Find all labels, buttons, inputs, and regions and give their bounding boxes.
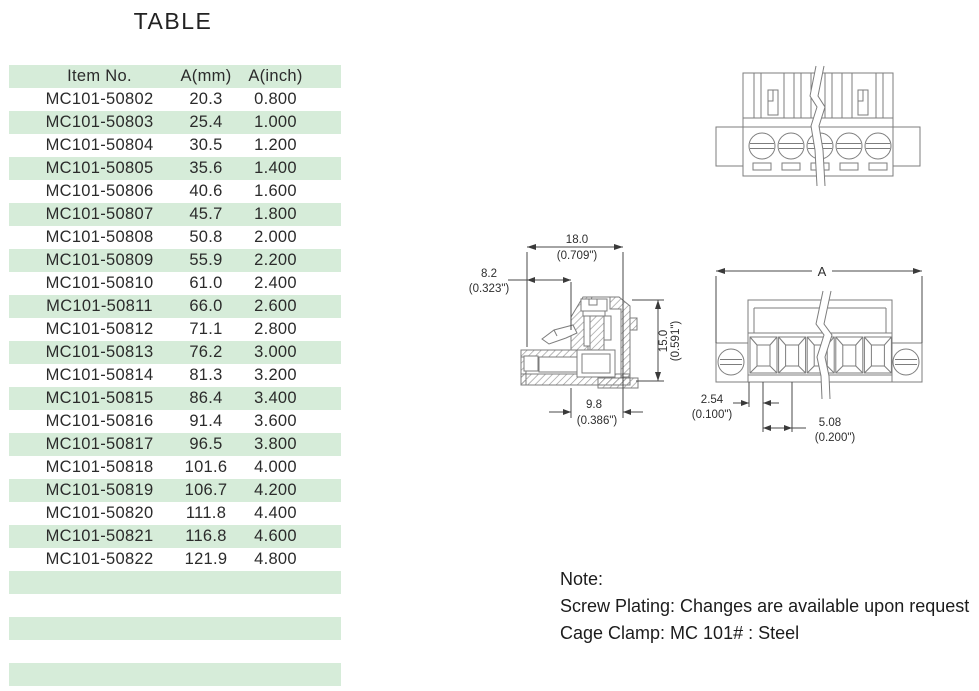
dim-width-9-8 — [549, 388, 643, 427]
table-cell: 2.000 — [254, 228, 297, 246]
dim-pitch-5-08 — [763, 382, 855, 444]
dim-half-pitch-2-54 — [692, 382, 779, 432]
drawings-canvas — [440, 40, 979, 471]
table-cell: 4.200 — [254, 481, 297, 499]
table-cell — [240, 617, 341, 640]
table-cell: 2.600 — [254, 297, 297, 315]
table-cell: MC101-50817 — [45, 435, 154, 453]
table-cell: 0.800 — [254, 90, 297, 108]
cage-right — [604, 316, 611, 340]
dim-9-8-inch: (0.386") — [576, 415, 618, 427]
column-header-a-inch: A(inch) — [248, 67, 303, 85]
table-cell: 1.600 — [254, 182, 297, 200]
note-heading: Note: — [560, 569, 604, 589]
table-cell: 116.8 — [185, 527, 227, 545]
table-row — [9, 548, 341, 571]
dim-18-mm: 18.0 — [565, 234, 589, 246]
table-row — [9, 180, 341, 203]
table-cell: MC101-50802 — [45, 90, 154, 108]
table-row — [9, 203, 341, 226]
table-header-row — [9, 65, 341, 88]
housing-lug — [630, 318, 637, 330]
table-cell: 1.400 — [254, 159, 297, 177]
dim-9-8-mm: 9.8 — [586, 399, 602, 411]
table-cell — [9, 617, 172, 640]
table-cell: 20.3 — [189, 90, 223, 108]
table-cell: 2.200 — [254, 251, 297, 269]
technical-drawings — [440, 40, 979, 476]
table-cell: 101.6 — [184, 458, 228, 476]
table-cell: 50.8 — [189, 228, 223, 246]
table-cell — [9, 663, 172, 686]
table-cell: MC101-50807 — [45, 205, 154, 223]
table-cell: 4.400 — [254, 504, 297, 522]
table-row — [9, 364, 341, 387]
note-block — [560, 566, 969, 647]
table-cell: MC101-50804 — [45, 136, 154, 154]
table-row — [9, 410, 341, 433]
table-row — [9, 88, 341, 111]
clamp-screw-shaft — [590, 316, 604, 350]
table-row — [9, 249, 341, 272]
table-row — [9, 341, 341, 364]
table-cell — [172, 663, 240, 686]
table-cell: 71.1 — [189, 320, 223, 338]
mount-foot — [598, 378, 638, 388]
table-cell — [240, 640, 341, 663]
table-row — [9, 617, 341, 640]
dim-15-mm: 15.0 — [658, 329, 670, 353]
dim-a-label: A — [817, 264, 827, 279]
socket-front-view — [716, 66, 920, 186]
table-cell: 4.000 — [254, 458, 297, 476]
table-cell: MC101-50808 — [45, 228, 154, 246]
spec-table — [9, 65, 341, 686]
table-cell — [9, 640, 172, 663]
wire-entry-cavity — [524, 356, 538, 371]
table-cell — [172, 617, 240, 640]
cage-left — [584, 316, 590, 346]
table-cell: MC101-50816 — [45, 412, 154, 430]
table-cell: 66.0 — [189, 297, 223, 315]
table-cell: MC101-50819 — [45, 481, 154, 499]
table-cell: 76.2 — [189, 343, 223, 361]
dim-depth-8-2 — [469, 268, 571, 330]
table-cell: 3.800 — [254, 435, 297, 453]
wire-channel-cavity — [539, 357, 577, 372]
table-row — [9, 456, 341, 479]
table-cell: MC101-50811 — [46, 297, 153, 315]
table-row — [9, 502, 341, 525]
note-line-screw-plating: Screw Plating: Changes are available upon request — [560, 596, 970, 616]
table-row — [9, 111, 341, 134]
table-cell: 121.9 — [184, 550, 228, 568]
table-cell: 1.000 — [254, 113, 297, 131]
table-cell: 91.4 — [189, 412, 223, 430]
table-cell: MC101-50818 — [45, 458, 154, 476]
dim-8-2-mm: 8.2 — [481, 268, 497, 280]
dim-2-54-mm: 2.54 — [700, 394, 724, 406]
right-mount-flange — [893, 127, 920, 166]
table-row — [9, 295, 341, 318]
table-row — [9, 226, 341, 249]
table-cell: 2.400 — [254, 274, 297, 292]
table-cell — [240, 571, 341, 594]
table-cell: MC101-50809 — [45, 251, 154, 269]
left-mount-flange — [716, 127, 743, 166]
table-cell: 3.600 — [254, 412, 297, 430]
right-flange-screw — [893, 349, 919, 375]
table-cell: 4.600 — [254, 527, 297, 545]
column-header-item-no: Item No. — [67, 67, 132, 85]
table-cell: MC101-50813 — [45, 343, 154, 361]
plug-front-view — [692, 264, 922, 444]
table-cell — [172, 594, 240, 617]
table-cell: 4.800 — [254, 550, 297, 568]
spec-table-body — [9, 88, 341, 686]
table-cell — [172, 640, 240, 663]
table-row — [9, 272, 341, 295]
table-cell: 35.6 — [189, 159, 223, 177]
table-cell: MC101-50803 — [45, 113, 154, 131]
side-section-view — [469, 234, 682, 427]
table-cell — [9, 594, 172, 617]
table-cell: 86.4 — [189, 389, 223, 407]
dim-5-08-inch: (0.200") — [814, 432, 856, 444]
table-cell: 30.5 — [189, 136, 223, 154]
table-cell: MC101-50812 — [45, 320, 154, 338]
table-cell: 61.0 — [189, 274, 223, 292]
table-cell: 106.7 — [184, 481, 228, 499]
table-cell: 1.200 — [254, 136, 297, 154]
table-row — [9, 387, 341, 410]
table-cell — [240, 663, 341, 686]
table-cell: 111.8 — [185, 504, 227, 522]
table-row — [9, 640, 341, 663]
table-cell: 3.400 — [254, 389, 297, 407]
note-line-cage-clamp: Cage Clamp: MC 101# : Steel — [560, 623, 800, 643]
table-cell: MC101-50815 — [45, 389, 154, 407]
table-cell: 3.200 — [254, 366, 297, 384]
table-cell: 40.6 — [189, 182, 223, 200]
table-cell: 1.800 — [254, 205, 297, 223]
table-cell: MC101-50805 — [45, 159, 154, 177]
table-cell — [240, 594, 341, 617]
table-cell: MC101-50821 — [45, 527, 154, 545]
table-cell: MC101-50814 — [45, 366, 154, 384]
dim-18-inch: (0.709") — [556, 250, 598, 262]
dim-15-inch: (0.591") — [670, 320, 682, 362]
table-row — [9, 433, 341, 456]
dim-5-08-mm: 5.08 — [818, 417, 842, 429]
table-cell — [9, 571, 172, 594]
table-cell: 81.3 — [189, 366, 223, 384]
table-cell: 2.800 — [254, 320, 297, 338]
table-row — [9, 571, 341, 594]
table-row — [9, 479, 341, 502]
table-row — [9, 663, 341, 686]
table-cell: MC101-50822 — [45, 550, 154, 568]
left-flange-screw — [718, 349, 744, 375]
table-cell — [172, 571, 240, 594]
table-row — [9, 525, 341, 548]
table-cell: MC101-50810 — [45, 274, 154, 292]
table-cell: 25.4 — [189, 113, 223, 131]
table-row — [9, 594, 341, 617]
table-cell: 55.9 — [189, 251, 223, 269]
table-cell: 96.5 — [189, 435, 223, 453]
table-row — [9, 134, 341, 157]
table-row — [9, 318, 341, 341]
table-cell: MC101-50820 — [45, 504, 154, 522]
dim-height-15 — [632, 300, 682, 381]
table-cell: 3.000 — [254, 343, 297, 361]
dim-8-2-inch: (0.323") — [468, 283, 510, 295]
page-title: TABLE — [133, 8, 213, 34]
column-header-a-mm: A(mm) — [180, 67, 232, 85]
dim-2-54-inch: (0.100") — [691, 409, 733, 421]
screw-collar — [583, 311, 605, 316]
table-row — [9, 157, 341, 180]
table-cell: MC101-50806 — [45, 182, 154, 200]
table-cell: 45.7 — [189, 205, 223, 223]
